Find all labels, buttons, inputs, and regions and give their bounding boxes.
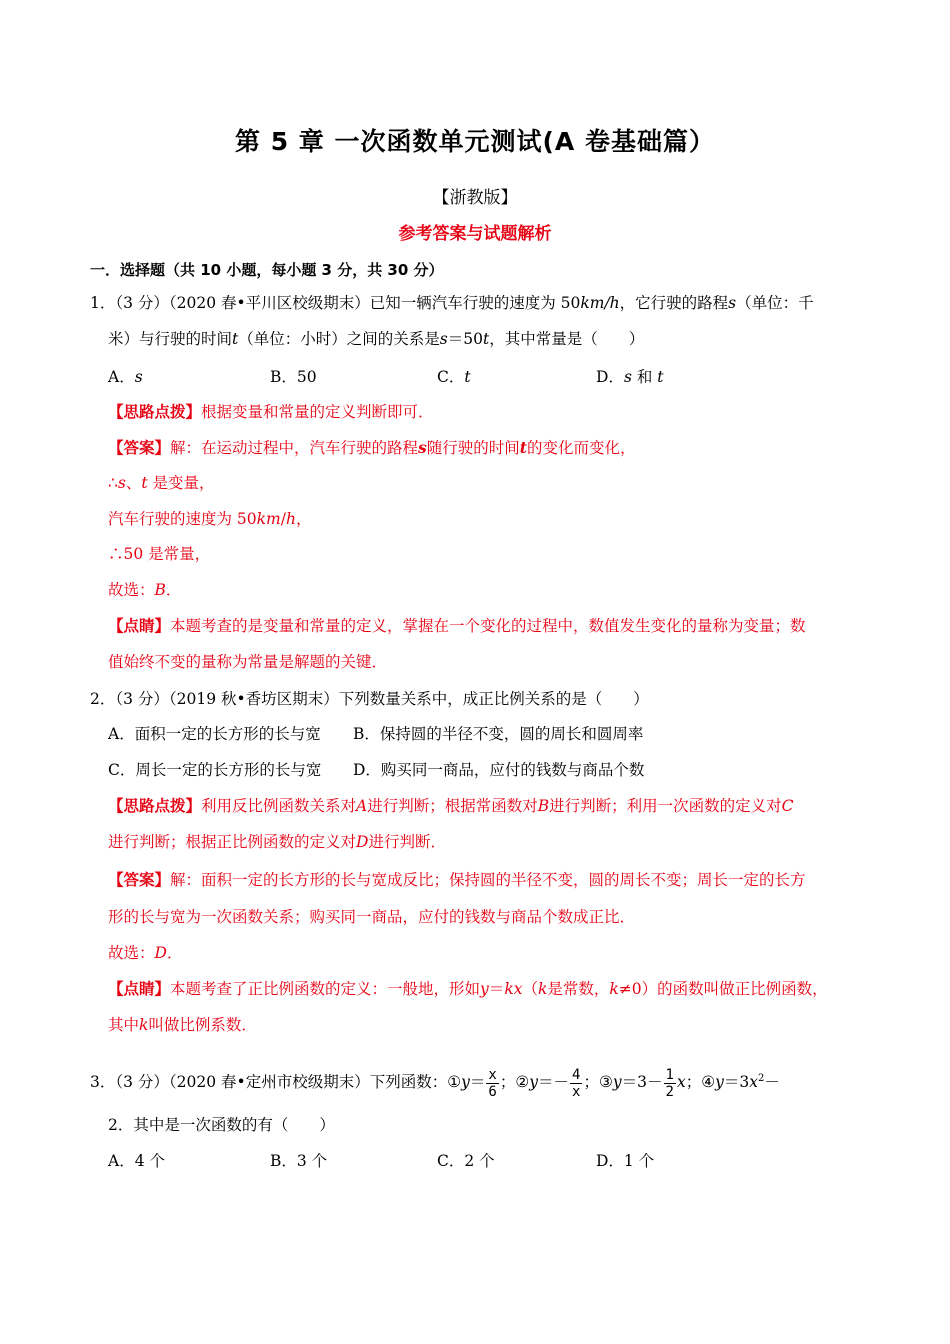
section-heading: 一．选择题（共 10 小题，每小题 3 分，共 30 分）: [90, 261, 444, 279]
q1-option-d: D．s 和 t: [596, 368, 664, 386]
fraction-x-over-6: $\frac{x}{6}$: [488, 1066, 497, 1100]
q3-stem-line-1: 3．（3 分）（2020 春•定州市校级期末）下列函数：①y＝ $\frac{x}{6}$ ；②y＝－ $\frac{4}{x}$ ；③y＝3－ $\frac{1}{2}$ x；$④y=3x^2-$: [90, 1066, 780, 1100]
q1-answer-line-4: ∴50 是常量，: [108, 545, 211, 563]
q2-answer-line-1: 【答案】解：面积一定的长方形的长与宽成反比；保持圆的半径不变，圆的周长不变；周长一定的长方: [108, 870, 806, 889]
q2-stem: 2．（3 分）（2019 秋•香坊区期末）下列数量关系中，成正比例关系的是（ ）: [90, 690, 649, 708]
q3-option-c: C．2 个: [437, 1152, 495, 1170]
q1-note-line-1: 【点睛】本题考查的是变量和常量的定义，掌握在一个变化的过程中，数值发生变化的量称为变量；数: [108, 616, 806, 635]
doc-title: 第 5 章 一次函数单元测试(A 卷基础篇）: [235, 127, 715, 156]
q1-answer-line-2: ∴s、t 是变量，: [108, 474, 215, 492]
answer-heading: 参考答案与试题解析: [398, 224, 552, 244]
q2-answer-line-2: 形的长与宽为一次函数关系；购买同一商品，应付的钱数与商品个数成正比．: [108, 908, 636, 926]
q2-hint-line-2: 进行判断；根据正比例函数的定义对D进行判断．: [108, 833, 446, 851]
fraction-4-over-x: $\frac{4}{x}$: [572, 1066, 581, 1100]
q2-option-b: B．保持圆的半径不变，圆的周长和圆周率: [353, 725, 644, 743]
q1-note-line-2: 值始终不变的量称为常量是解题的关键．: [108, 653, 388, 671]
q1-stem-line-2: 米）与行驶的时间t（单位：小时）之间的关系是s＝50t，其中常量是（ ）: [108, 330, 645, 348]
q1-answer-line-1: 【答案】解：在运动过程中，汽车行驶的路程s随行驶的时间t的变化而变化，: [108, 438, 636, 457]
q1-answer-line-3: 汽车行驶的速度为 50km/h，: [108, 510, 312, 528]
q2-hint-line-1: 【思路点拨】利用反比例函数关系对A进行判断；根据常函数对B进行判断；利用一次函数的定义对C: [108, 796, 794, 815]
q2-option-d: D．购买同一商品，应付的钱数与商品个数: [353, 761, 645, 779]
q3-option-b: B．3 个: [270, 1152, 328, 1170]
q2-note-line-1: 【点睛】本题考查了正比例函数的定义：一般地，形如y＝kx（k是常数，k≠0）的函数叫做正比例函数，: [108, 979, 828, 998]
q1-option-a: A．s: [108, 368, 143, 386]
q2-option-c: C．周长一定的长方形的长与宽: [108, 761, 322, 779]
q1-option-b: B．50: [270, 368, 317, 386]
q3-stem-line-2: 2．其中是一次函数的有（ ）: [108, 1116, 335, 1134]
q1-stem-line-1: 1．（3 分）（2020 春•平川区校级期末）已知一辆汽车行驶的速度为 50km/h，它行驶的路程s（单位：千: [90, 294, 814, 312]
fraction-1-over-2: $\frac{1}{2}$: [665, 1066, 674, 1100]
q3-option-a: A．4 个: [108, 1152, 165, 1170]
q2-answer-choice: 故选：D．: [108, 944, 183, 962]
q1-hint: 【思路点拨】根据变量和常量的定义判断即可．: [108, 402, 434, 421]
edition-label: 【浙教版】: [432, 188, 518, 208]
q2-option-a: A．面积一定的长方形的长与宽: [108, 725, 321, 743]
q2-note-line-2: 其中k叫做比例系数．: [108, 1016, 257, 1034]
q1-answer-choice: 故选：B．: [108, 581, 182, 599]
q3-option-d: D．1 个: [596, 1152, 655, 1170]
q1-option-c: C．t: [437, 368, 471, 386]
